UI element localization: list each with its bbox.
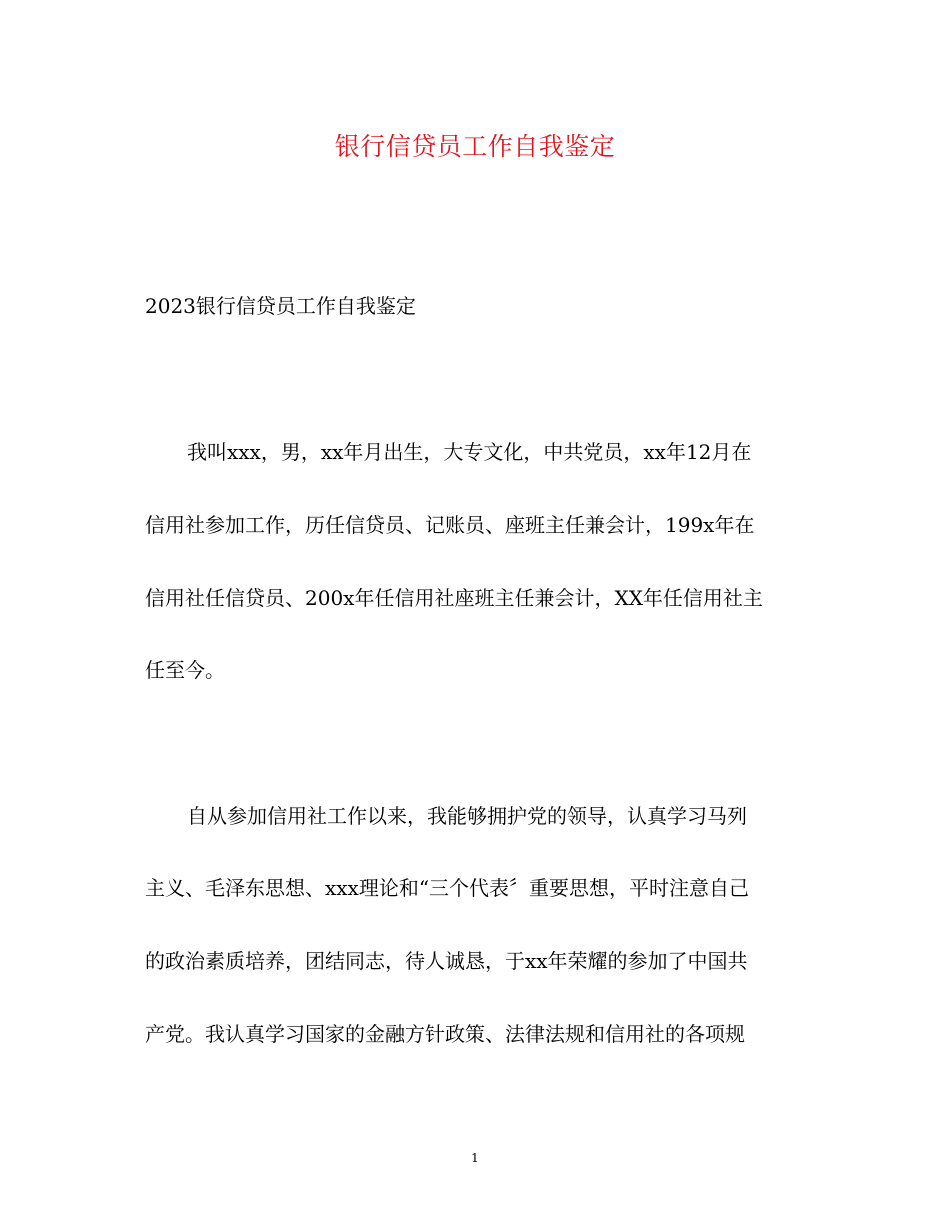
paragraph-line: 主义、毛泽东思想、xxx理论和“三个代表〞重要思想，平时注意自己 (145, 876, 750, 900)
document-subtitle: 2023银行信贷员工作自我鉴定 (145, 294, 416, 318)
paragraph-line: 我叫xxx，男，xx年月出生，大专文化，中共党员，xx年12月在 (187, 440, 752, 464)
paragraph-line: 信用社参加工作，历任信贷员、记账员、座班主任兼会计，199x年在 (145, 513, 755, 537)
document-title: 银行信贷员工作自我鉴定 (334, 132, 616, 161)
paragraph-line: 的政治素质培养，团结同志，待人诚恳，于xx年荣耀的参加了中国共 (145, 949, 748, 973)
paragraph-line: 产党。我认真学习国家的金融方针政策、法律法规和信用社的各项规 (145, 1022, 745, 1046)
paragraph-line: 信用社任信贷员、200x年任信用社座班主任兼会计，XX年任信用社主 (145, 586, 763, 610)
paragraph-line: 自从参加信用社工作以来，我能够拥护党的领导，认真学习马列 (187, 804, 747, 828)
page-number: 1 (471, 1151, 479, 1165)
paragraph-line: 任至今。 (145, 658, 225, 682)
